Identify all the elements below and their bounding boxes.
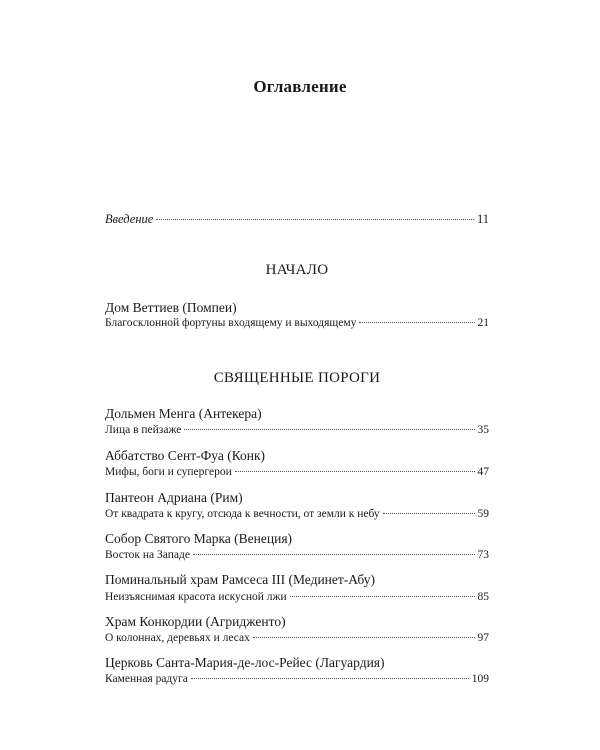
entry-subtitle: Лица в пейзаже bbox=[105, 424, 182, 436]
entry-subtitle: От квадрата к кругу, отсюда к вечности, от земли к небу bbox=[105, 508, 380, 520]
section-heading: НАЧАЛО bbox=[265, 262, 329, 278]
entry-label: Введение bbox=[105, 212, 154, 226]
toc-entry-line[interactable] bbox=[105, 590, 489, 604]
page-number: 109 bbox=[471, 673, 489, 685]
dot-leader bbox=[253, 637, 475, 638]
entry-subtitle: Каменная радуга bbox=[105, 673, 188, 685]
dot-leader bbox=[359, 322, 474, 323]
entry-title[interactable]: Храм Конкордии (Агридженто) bbox=[105, 614, 286, 629]
dot-leader bbox=[193, 554, 475, 555]
entry-title[interactable]: Поминальный храм Рамсеса III (Мединет-Абу) bbox=[105, 572, 375, 587]
page-number: 59 bbox=[477, 508, 489, 520]
entry-subtitle: Восток на Западе bbox=[105, 549, 190, 561]
page-number: 85 bbox=[477, 591, 489, 603]
toc-entry-line[interactable] bbox=[105, 316, 489, 330]
entry-title[interactable]: Дольмен Менга (Антекера) bbox=[105, 406, 262, 421]
entry-subtitle: О колоннах, деревьях и лесах bbox=[105, 632, 250, 644]
dot-leader bbox=[235, 471, 475, 472]
page-number: 73 bbox=[477, 549, 489, 561]
page-title: Оглавление bbox=[253, 77, 347, 96]
toc-entry-line[interactable] bbox=[105, 548, 489, 562]
toc-entry-line[interactable] bbox=[105, 507, 489, 521]
section-heading: СВЯЩЕННЫЕ ПОРОГИ bbox=[213, 370, 381, 386]
dot-leader bbox=[184, 429, 474, 430]
dot-leader bbox=[290, 596, 475, 597]
entry-subtitle: Мифы, боги и супергерои bbox=[105, 466, 232, 478]
page-number: 47 bbox=[477, 466, 489, 478]
entry-title[interactable]: Собор Святого Марка (Венеция) bbox=[105, 531, 293, 546]
entry-title[interactable]: Церковь Санта-Мария-де-лос-Рейес (Лагуардия) bbox=[105, 655, 385, 670]
page-number: 21 bbox=[477, 317, 489, 329]
toc-entry-line[interactable] bbox=[105, 423, 489, 437]
entry-title[interactable]: Пантеон Адриана (Рим) bbox=[105, 490, 243, 505]
toc-entry-line[interactable] bbox=[105, 672, 489, 686]
page-number: 11 bbox=[476, 212, 489, 226]
entry-title[interactable]: Дом Веттиев (Помпеи) bbox=[105, 300, 237, 315]
page-number: 97 bbox=[477, 632, 489, 644]
entry-subtitle: Благосклонной фортуны входящему и выходящему bbox=[105, 317, 357, 329]
entry-subtitle: Неизъяснимая красота искусной лжи bbox=[105, 591, 287, 603]
entry-title[interactable]: Аббатство Сент-Фуа (Конк) bbox=[105, 448, 266, 463]
toc-entry-introduction[interactable] bbox=[105, 212, 489, 226]
toc-entry-line[interactable] bbox=[105, 465, 489, 479]
dot-leader bbox=[156, 219, 474, 220]
toc-entry-line[interactable] bbox=[105, 631, 489, 645]
page-number: 35 bbox=[477, 424, 489, 436]
dot-leader bbox=[191, 678, 469, 679]
dot-leader bbox=[383, 513, 475, 514]
